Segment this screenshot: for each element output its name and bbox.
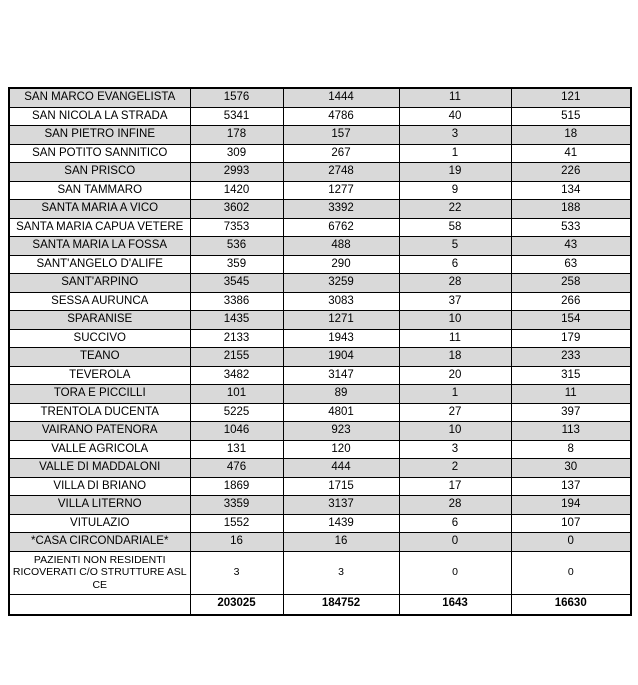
value-cell: 3482	[190, 366, 283, 385]
table-row	[9, 459, 631, 478]
value-cell: 1552	[190, 514, 283, 533]
value-cell: 89	[283, 385, 399, 404]
value-cell: 1277	[283, 181, 399, 200]
municipality-name-cell: TORA E PICCILLI	[9, 385, 190, 404]
table-row	[9, 311, 631, 330]
value-cell: 184752	[283, 594, 399, 615]
municipality-name-cell: SAN MARCO EVANGELISTA	[9, 88, 190, 107]
value-cell: 444	[283, 459, 399, 478]
value-cell: 3392	[283, 200, 399, 219]
value-cell: 1435	[190, 311, 283, 330]
table-row	[9, 477, 631, 496]
municipality-name-cell: SANTA MARIA CAPUA VETERE	[9, 218, 190, 237]
table-row	[9, 292, 631, 311]
municipality-name-cell: SAN NICOLA LA STRADA	[9, 107, 190, 126]
value-cell: 0	[511, 551, 631, 594]
value-cell: 131	[190, 440, 283, 459]
value-cell: 1576	[190, 88, 283, 107]
value-cell: 121	[511, 88, 631, 107]
value-cell: 5341	[190, 107, 283, 126]
value-cell: 0	[399, 551, 511, 594]
value-cell: 101	[190, 385, 283, 404]
municipality-name-cell: *CASA CIRCONDARIALE*	[9, 533, 190, 552]
value-cell: 2133	[190, 329, 283, 348]
value-cell: 10	[399, 311, 511, 330]
value-cell: 11	[399, 88, 511, 107]
municipality-name-cell: VALLE DI MADDALONI	[9, 459, 190, 478]
value-cell: 2748	[283, 163, 399, 182]
municipality-name-cell: VITULAZIO	[9, 514, 190, 533]
value-cell: 1869	[190, 477, 283, 496]
value-cell: 233	[511, 348, 631, 367]
value-cell: 22	[399, 200, 511, 219]
value-cell: 0	[511, 533, 631, 552]
value-cell: 6	[399, 255, 511, 274]
value-cell: 476	[190, 459, 283, 478]
municipality-name-cell: SAN PRISCO	[9, 163, 190, 182]
value-cell: 1943	[283, 329, 399, 348]
value-cell: 16630	[511, 594, 631, 615]
value-cell: 113	[511, 422, 631, 441]
value-cell: 1715	[283, 477, 399, 496]
value-cell: 134	[511, 181, 631, 200]
value-cell: 3	[190, 551, 283, 594]
value-cell: 157	[283, 126, 399, 145]
value-cell: 16	[283, 533, 399, 552]
table-row	[9, 237, 631, 256]
municipality-name-cell: SESSA AURUNCA	[9, 292, 190, 311]
value-cell: 315	[511, 366, 631, 385]
value-cell: 6	[399, 514, 511, 533]
table-row	[9, 403, 631, 422]
municipality-name-cell: PAZIENTI NON RESIDENTI RICOVERATI C/O STRUTTURE ASL CE	[9, 551, 190, 594]
value-cell: 5225	[190, 403, 283, 422]
table-row	[9, 551, 631, 594]
value-cell: 4801	[283, 403, 399, 422]
value-cell: 3545	[190, 274, 283, 293]
value-cell: 309	[190, 144, 283, 163]
value-cell: 9	[399, 181, 511, 200]
table-row	[9, 366, 631, 385]
municipality-name-cell: TEANO	[9, 348, 190, 367]
municipality-name-cell: SANT'ANGELO D'ALIFE	[9, 255, 190, 274]
municipality-name-cell: SANTA MARIA A VICO	[9, 200, 190, 219]
value-cell: 1	[399, 144, 511, 163]
total-row	[9, 594, 631, 615]
value-cell: 1	[399, 385, 511, 404]
value-cell: 7353	[190, 218, 283, 237]
value-cell: 120	[283, 440, 399, 459]
value-cell: 266	[511, 292, 631, 311]
table-row	[9, 533, 631, 552]
table-row	[9, 422, 631, 441]
value-cell: 1046	[190, 422, 283, 441]
value-cell: 28	[399, 274, 511, 293]
value-cell: 397	[511, 403, 631, 422]
value-cell: 30	[511, 459, 631, 478]
value-cell: 359	[190, 255, 283, 274]
value-cell: 258	[511, 274, 631, 293]
value-cell: 3083	[283, 292, 399, 311]
value-cell: 2993	[190, 163, 283, 182]
table-row	[9, 218, 631, 237]
municipality-name-cell: SUCCIVO	[9, 329, 190, 348]
value-cell: 107	[511, 514, 631, 533]
value-cell: 58	[399, 218, 511, 237]
value-cell: 203025	[190, 594, 283, 615]
value-cell: 4786	[283, 107, 399, 126]
table-row	[9, 107, 631, 126]
municipality-name-cell: VILLA DI BRIANO	[9, 477, 190, 496]
table-row	[9, 88, 631, 107]
table-row	[9, 348, 631, 367]
value-cell: 11	[511, 385, 631, 404]
table-row	[9, 181, 631, 200]
value-cell: 20	[399, 366, 511, 385]
value-cell: 923	[283, 422, 399, 441]
value-cell: 2155	[190, 348, 283, 367]
value-cell: 178	[190, 126, 283, 145]
table-row	[9, 385, 631, 404]
value-cell: 3386	[190, 292, 283, 311]
value-cell: 179	[511, 329, 631, 348]
value-cell: 41	[511, 144, 631, 163]
value-cell: 18	[511, 126, 631, 145]
municipality-name-cell: TEVEROLA	[9, 366, 190, 385]
table-row	[9, 274, 631, 293]
value-cell: 10	[399, 422, 511, 441]
value-cell: 27	[399, 403, 511, 422]
value-cell: 28	[399, 496, 511, 515]
value-cell: 3359	[190, 496, 283, 515]
table-row	[9, 496, 631, 515]
municipality-name-cell: SAN POTITO SANNITICO	[9, 144, 190, 163]
value-cell: 3259	[283, 274, 399, 293]
municipality-name-cell: SPARANISE	[9, 311, 190, 330]
value-cell: 8	[511, 440, 631, 459]
table-row	[9, 514, 631, 533]
municipality-name-cell: VALLE AGRICOLA	[9, 440, 190, 459]
value-cell: 533	[511, 218, 631, 237]
value-cell: 1271	[283, 311, 399, 330]
municipality-name-cell: SANT'ARPINO	[9, 274, 190, 293]
municipality-name-cell: SAN TAMMARO	[9, 181, 190, 200]
value-cell: 3	[399, 126, 511, 145]
value-cell: 18	[399, 348, 511, 367]
value-cell: 154	[511, 311, 631, 330]
municipality-name-cell: TRENTOLA DUCENTA	[9, 403, 190, 422]
value-cell: 19	[399, 163, 511, 182]
value-cell: 536	[190, 237, 283, 256]
value-cell: 2	[399, 459, 511, 478]
value-cell: 37	[399, 292, 511, 311]
municipality-name-cell	[9, 594, 190, 615]
value-cell: 226	[511, 163, 631, 182]
municipality-name-cell: SAN PIETRO INFINE	[9, 126, 190, 145]
value-cell: 3	[283, 551, 399, 594]
value-cell: 17	[399, 477, 511, 496]
municipality-table-body	[9, 88, 631, 615]
value-cell: 16	[190, 533, 283, 552]
value-cell: 290	[283, 255, 399, 274]
value-cell: 515	[511, 107, 631, 126]
table-row	[9, 440, 631, 459]
value-cell: 188	[511, 200, 631, 219]
municipality-name-cell: SANTA MARIA LA FOSSA	[9, 237, 190, 256]
value-cell: 3137	[283, 496, 399, 515]
value-cell: 40	[399, 107, 511, 126]
value-cell: 488	[283, 237, 399, 256]
value-cell: 194	[511, 496, 631, 515]
table-row	[9, 255, 631, 274]
value-cell: 1420	[190, 181, 283, 200]
value-cell: 137	[511, 477, 631, 496]
value-cell: 43	[511, 237, 631, 256]
value-cell: 1439	[283, 514, 399, 533]
table-row	[9, 200, 631, 219]
value-cell: 3	[399, 440, 511, 459]
table-row	[9, 329, 631, 348]
value-cell: 1643	[399, 594, 511, 615]
municipality-table	[8, 87, 632, 616]
value-cell: 1444	[283, 88, 399, 107]
value-cell: 11	[399, 329, 511, 348]
municipality-name-cell: VAIRANO PATENORA	[9, 422, 190, 441]
value-cell: 3147	[283, 366, 399, 385]
table-row	[9, 144, 631, 163]
value-cell: 0	[399, 533, 511, 552]
value-cell: 3602	[190, 200, 283, 219]
value-cell: 5	[399, 237, 511, 256]
municipality-name-cell: VILLA LITERNO	[9, 496, 190, 515]
value-cell: 6762	[283, 218, 399, 237]
value-cell: 63	[511, 255, 631, 274]
table-row	[9, 126, 631, 145]
value-cell: 1904	[283, 348, 399, 367]
value-cell: 267	[283, 144, 399, 163]
table-row	[9, 163, 631, 182]
